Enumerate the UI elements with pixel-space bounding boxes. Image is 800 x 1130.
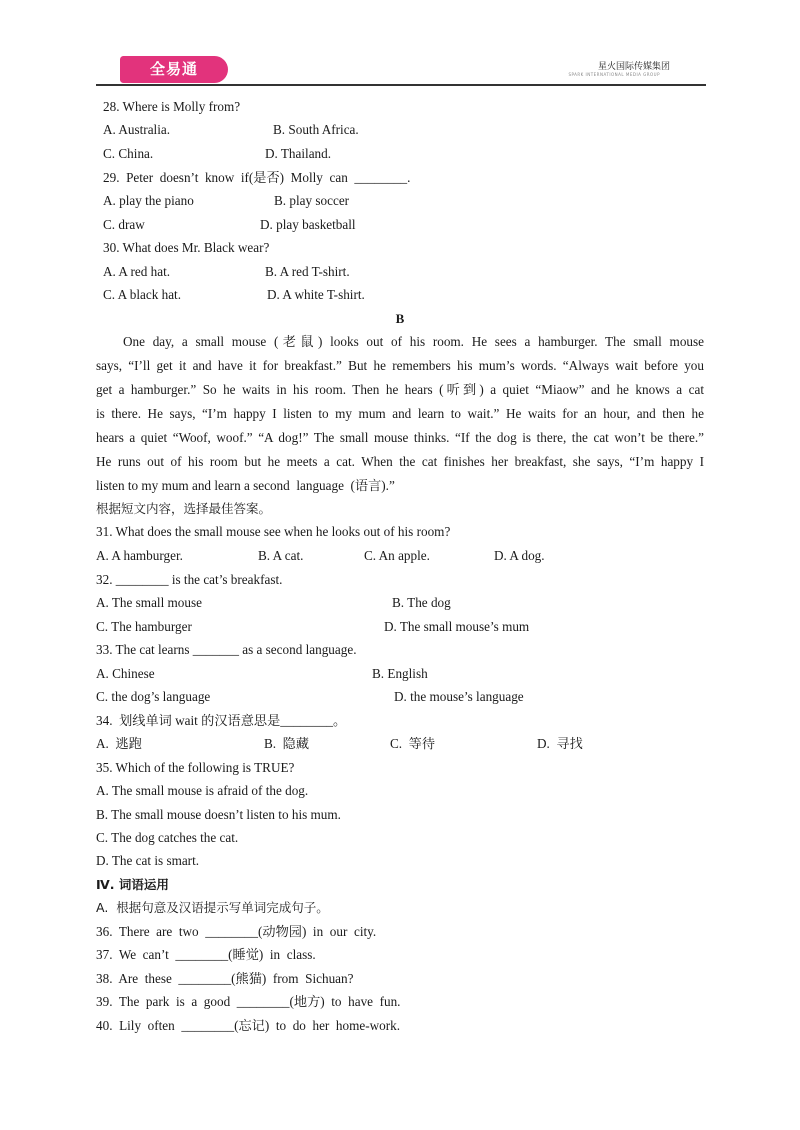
text-line: 28. Where is Molly from? bbox=[103, 99, 241, 114]
passage-line: get a hamburger.” So he waits in his room. Then he hears (听到) a quiet “Miaow” and he knows a cat bbox=[96, 382, 704, 397]
section-b-title: B bbox=[395, 311, 405, 326]
text-line: A. 逃跑 bbox=[96, 736, 142, 751]
text-line: B. The small mouse doesn’t listen to his mum. bbox=[96, 807, 341, 822]
text-line: 32. ________ is the cat’s breakfast. bbox=[96, 572, 283, 587]
text-line: 38. Are these ________(熊猫) from Sichuan? bbox=[96, 971, 354, 986]
text-line: C. China. bbox=[103, 146, 154, 161]
text-line: B. South Africa. bbox=[273, 122, 359, 137]
text-line: C. draw bbox=[103, 217, 145, 232]
passage-line: hears a quiet “Woof, woof.” “A dog!” The small mouse thinks. “If the dog is there, the cat won’t be there.” bbox=[96, 430, 704, 445]
text-line: 35. Which of the following is TRUE? bbox=[96, 760, 295, 775]
passage-line: He runs out of his room but he meets a cat. When the cat finishes her breakfast, she says, “I’m happy I bbox=[96, 454, 704, 469]
text-line: 根据短文内容，选择最佳答案。 bbox=[96, 501, 272, 516]
text-line: 40. Lily often ________(忘记) to do her home-work. bbox=[96, 1018, 400, 1033]
text-line: D. A white T-shirt. bbox=[267, 287, 365, 302]
text-line: C. An apple. bbox=[364, 548, 430, 563]
text-line: A. A red hat. bbox=[103, 264, 171, 279]
text-line: A. The small mouse is afraid of the dog. bbox=[96, 783, 309, 798]
text-line: C. The dog catches the cat. bbox=[96, 830, 239, 845]
company-name: 星火国际传媒集团 bbox=[597, 62, 670, 72]
logo-plus: + bbox=[228, 61, 239, 74]
text-line: D. A dog. bbox=[494, 548, 545, 563]
passage-line: One day, a small mouse (老鼠) looks out of his room. He sees a hamburger. The small mouse bbox=[123, 334, 704, 349]
text-line: B. A cat. bbox=[258, 548, 304, 563]
text-line: C. 等待 bbox=[390, 736, 436, 751]
text-line: D. play basketball bbox=[260, 217, 356, 232]
text-line: 36. There are two ________(动物园) in our city. bbox=[96, 924, 377, 939]
text-line: B. play soccer bbox=[274, 193, 350, 208]
text-line: B. The dog bbox=[392, 595, 451, 610]
passage-line: says, “I’ll get it and have it for breakfast.” But he remembers his mum’s words. “Always wait before you bbox=[96, 358, 704, 373]
text-line: A. Australia. bbox=[103, 122, 171, 137]
text-line: D. the mouse’s language bbox=[394, 689, 524, 704]
text-line: C. The hamburger bbox=[96, 619, 192, 634]
text-line: Ⅳ. 词语运用 bbox=[96, 877, 169, 892]
text-line: 39. The park is a good ________(地方) to have fun. bbox=[96, 994, 401, 1009]
text-line: A. The small mouse bbox=[96, 595, 202, 610]
text-line: D. The small mouse’s mum bbox=[384, 619, 530, 634]
text-line: D. 寻找 bbox=[537, 736, 583, 751]
company-subtitle: SPARK INTERNATIONAL MEDIA GROUP bbox=[568, 72, 660, 77]
text-line: 30. What does Mr. Black wear? bbox=[103, 240, 270, 255]
passage-line: is there. He says, “I’m happy I listen to my mum and learn to wait.” He waits for an hour, and then he bbox=[96, 406, 704, 421]
text-line: 29. Peter doesn’t know if(是否) Molly can ________. bbox=[103, 170, 411, 185]
header-rule bbox=[96, 84, 706, 86]
logo-text: 全易通 bbox=[149, 60, 198, 78]
text-line: A. A hamburger. bbox=[96, 548, 183, 563]
text-line: D. The cat is smart. bbox=[96, 853, 200, 868]
text-line: 33. The cat learns _______ as a second language. bbox=[96, 642, 357, 657]
text-line: C. the dog’s language bbox=[96, 689, 211, 704]
text-line: B. A red T-shirt. bbox=[265, 264, 350, 279]
text-line: 34. 划线单词 wait 的汉语意思是________。 bbox=[96, 713, 347, 728]
text-line: A. play the piano bbox=[103, 193, 194, 208]
text-line: 37. We can’t ________(睡觉) in class. bbox=[96, 947, 316, 962]
text-line: B. English bbox=[372, 666, 428, 681]
brand-logo bbox=[120, 56, 239, 83]
text-line: C. A black hat. bbox=[103, 287, 182, 302]
text-line: B. 隐藏 bbox=[264, 736, 310, 751]
text-line: 31. What does the small mouse see when he looks out of his room? bbox=[96, 524, 451, 539]
text-line: A. 根据句意及汉语提示写单词完成句子。 bbox=[96, 900, 329, 915]
text-line: A. Chinese bbox=[96, 666, 155, 681]
passage-line: listen to my mum and learn a second language (语言).” bbox=[96, 478, 395, 493]
page-header bbox=[96, 56, 706, 86]
text-line: D. Thailand. bbox=[265, 146, 332, 161]
